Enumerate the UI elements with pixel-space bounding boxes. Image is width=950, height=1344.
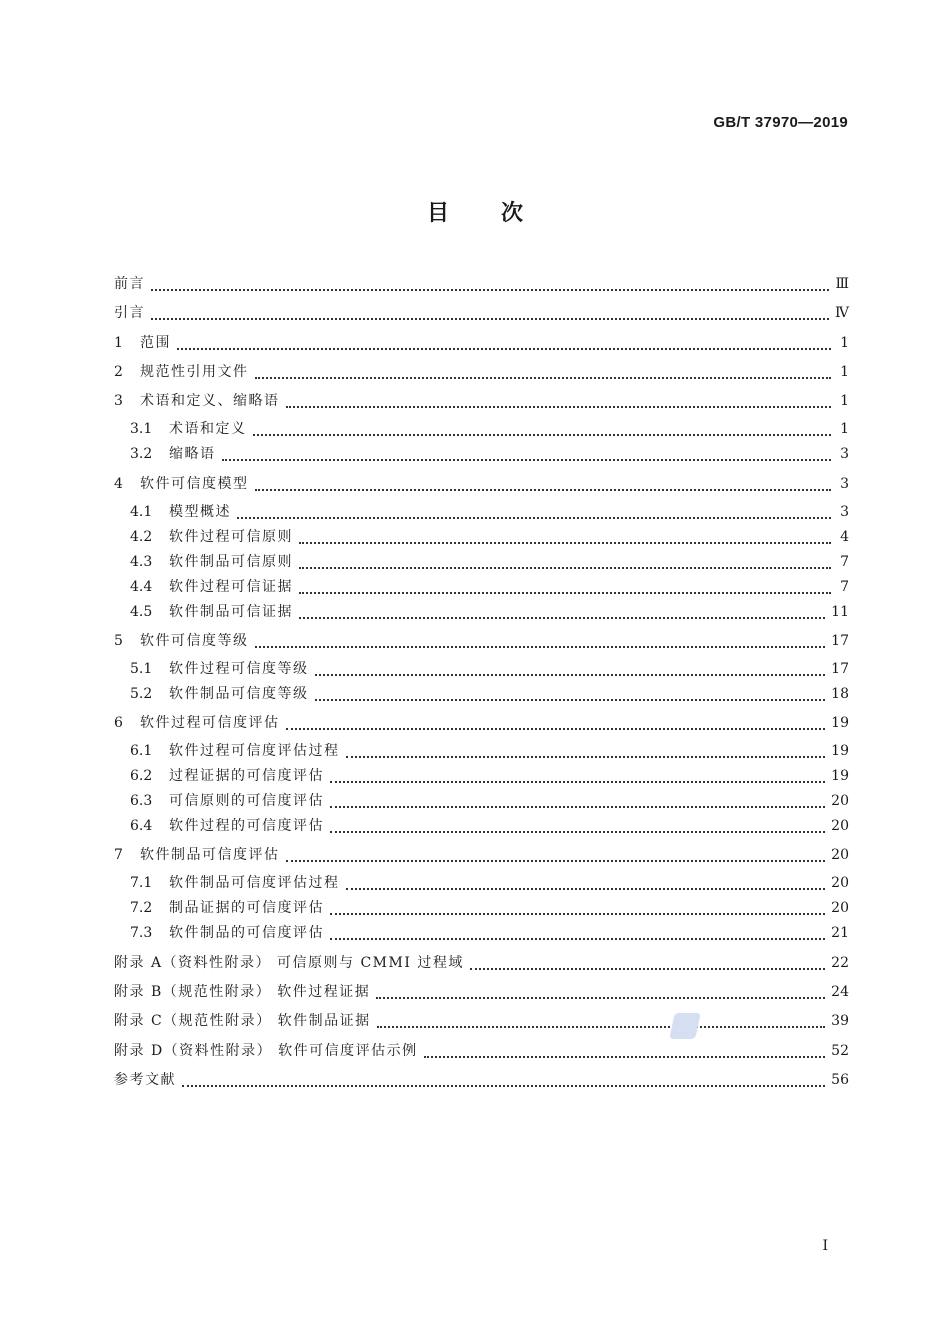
toc-entry-title: 前言 (114, 276, 145, 292)
toc-leader-dots (237, 516, 831, 519)
toc-entry-number: 4.2 (130, 529, 153, 545)
toc-entry-number: 4.1 (130, 504, 153, 520)
toc-entry-page: Ⅳ (835, 305, 849, 321)
toc-leader-dots (346, 755, 826, 758)
toc-entry[interactable] (130, 600, 849, 624)
toc-entry-number: 7.1 (130, 875, 153, 891)
toc-leader-dots (151, 317, 829, 320)
toc-entry[interactable] (130, 525, 849, 549)
toc-entry[interactable] (130, 417, 849, 441)
toc-entry-number: 3.1 (130, 421, 153, 437)
toc-entry[interactable] (114, 980, 849, 1004)
toc-entry-title: 软件制品的可信度评估 (169, 925, 324, 941)
toc-entry-title: 软件制品可信证据 (169, 604, 293, 620)
toc-entry[interactable] (130, 814, 849, 838)
toc-entry-number: 5.1 (130, 661, 153, 677)
toc-entry-page: 22 (831, 955, 849, 971)
toc-entry-page: 17 (831, 633, 849, 649)
toc-entry[interactable] (114, 1039, 849, 1063)
toc-entry-page: 21 (831, 925, 849, 941)
page-title (0, 196, 950, 227)
toc-entry-title: 软件制品可信度评估过程 (169, 875, 340, 891)
toc-entry[interactable] (130, 682, 849, 706)
toc-entry-page: 1 (840, 421, 849, 437)
toc-entry-title: 软件过程可信原则 (169, 529, 293, 545)
title-char-2: 次 (501, 201, 524, 226)
toc-leader-dots (151, 288, 829, 291)
toc-entry[interactable] (130, 896, 849, 920)
toc-entry-number: 6.4 (130, 818, 153, 834)
toc-entry-title: 附录 C（规范性附录） 软件制品证据 (114, 1013, 371, 1029)
toc-entry[interactable] (114, 711, 849, 735)
toc-leader-dots (315, 673, 826, 676)
toc-entry[interactable] (114, 360, 849, 384)
toc-entry-page: 20 (831, 793, 849, 809)
toc-entry-title: 术语和定义、缩略语 (140, 393, 280, 409)
toc-entry-page: 56 (831, 1072, 849, 1088)
toc-entry-title: 术语和定义 (169, 421, 247, 437)
toc-entry-title: 软件制品可信原则 (169, 554, 293, 570)
toc-entry-number: 4 (114, 476, 123, 492)
toc-entry-page: 3 (840, 504, 849, 520)
toc-leader-dots (330, 937, 825, 940)
toc-entry-title: 软件制品可信度等级 (169, 686, 309, 702)
toc-entry[interactable] (114, 331, 849, 355)
toc-entry-number: 5.2 (130, 686, 153, 702)
toc-entry-number: 7.2 (130, 900, 153, 916)
toc-entry[interactable] (130, 764, 849, 788)
toc-entry-number: 5 (114, 633, 123, 649)
toc-entry-page: 19 (831, 768, 849, 784)
toc-entry-title: 软件制品可信度评估 (140, 847, 280, 863)
toc-entry[interactable] (130, 575, 849, 599)
toc-entry-page: 20 (831, 818, 849, 834)
toc-leader-dots (424, 1055, 826, 1058)
toc-leader-dots (299, 566, 831, 569)
toc-entry-number: 4.3 (130, 554, 153, 570)
toc-entry-title: 参考文献 (114, 1072, 176, 1088)
toc-entry-page: 20 (831, 875, 849, 891)
toc-leader-dots (330, 912, 825, 915)
toc-leader-dots (255, 488, 832, 491)
toc-entry-page: 3 (840, 476, 849, 492)
toc-entry-title: 制品证据的可信度评估 (169, 900, 324, 916)
toc-entry[interactable] (130, 657, 849, 681)
toc-entry[interactable] (114, 301, 849, 325)
toc-entry-title: 软件过程可信度等级 (169, 661, 309, 677)
toc-entry[interactable] (114, 1068, 849, 1092)
toc-entry-title: 附录 B（规范性附录） 软件过程证据 (114, 984, 371, 1000)
toc-entry[interactable] (114, 629, 849, 653)
toc-entry-title: 附录 A（资料性附录） 可信原则与 CMMI 过程域 (114, 955, 464, 971)
toc-leader-dots (255, 645, 826, 648)
toc-entry-page: 20 (831, 900, 849, 916)
toc-entry-page: 3 (840, 446, 849, 462)
toc-leader-dots (470, 967, 825, 970)
toc-entry-title: 软件可信度等级 (140, 633, 249, 649)
toc-entry[interactable] (130, 921, 849, 945)
toc-entry[interactable] (114, 843, 849, 867)
toc-entry[interactable] (130, 739, 849, 763)
toc-entry-number: 4.5 (130, 604, 153, 620)
toc-entry-page: 11 (831, 604, 849, 620)
toc-entry-title: 软件过程的可信度评估 (169, 818, 324, 834)
toc-entry-number: 7.3 (130, 925, 153, 941)
toc-entry-title: 可信原则的可信度评估 (169, 793, 324, 809)
toc-entry-number: 6.1 (130, 743, 153, 759)
toc-entry-number: 6 (114, 715, 123, 731)
toc-entry-number: 6.2 (130, 768, 153, 784)
toc-entry-page: 24 (831, 984, 849, 1000)
toc-entry-title: 缩略语 (169, 446, 216, 462)
toc-entry-page: 19 (831, 743, 849, 759)
title-char-1: 目 (426, 201, 449, 226)
toc-entry-page: 1 (840, 335, 849, 351)
toc-leader-dots (330, 780, 825, 783)
toc-entry-title: 范围 (140, 335, 171, 351)
toc-leader-dots (177, 347, 831, 350)
watermark-logo-icon (669, 1013, 701, 1039)
toc-leader-dots (376, 996, 825, 999)
toc-entry-page: Ⅲ (835, 276, 849, 292)
toc-leader-dots (377, 1025, 826, 1028)
toc-entry[interactable] (114, 1009, 849, 1033)
toc-leader-dots (286, 727, 826, 730)
toc-entry-page: 1 (840, 393, 849, 409)
toc-entry[interactable] (114, 389, 849, 413)
toc-entry[interactable] (130, 789, 849, 813)
toc-entry-number: 2 (114, 364, 123, 380)
toc-entry-page: 20 (831, 847, 849, 863)
toc-leader-dots (286, 405, 832, 408)
page-number: I (822, 1238, 828, 1254)
toc-entry-page: 7 (840, 579, 849, 595)
toc-leader-dots (330, 830, 825, 833)
toc-leader-dots (315, 698, 826, 701)
toc-entry-page: 1 (840, 364, 849, 380)
toc-leader-dots (222, 458, 832, 461)
toc-entry-number: 4.4 (130, 579, 153, 595)
toc-leader-dots (286, 859, 826, 862)
toc-leader-dots (299, 616, 825, 619)
toc-leader-dots (253, 433, 832, 436)
toc-leader-dots (330, 805, 825, 808)
toc-entry-page: 39 (831, 1013, 849, 1029)
toc-entry-title: 过程证据的可信度评估 (169, 768, 324, 784)
toc-entry[interactable] (114, 951, 849, 975)
toc-leader-dots (182, 1084, 825, 1087)
toc-entry[interactable] (130, 550, 849, 574)
toc-entry-page: 17 (831, 661, 849, 677)
toc-leader-dots (346, 887, 826, 890)
toc-entry[interactable] (130, 442, 849, 466)
toc-entry-page: 52 (831, 1043, 849, 1059)
toc-entry-title: 附录 D（资料性附录） 软件可信度评估示例 (114, 1043, 418, 1059)
toc-entry-title: 引言 (114, 305, 145, 321)
toc-leader-dots (299, 591, 831, 594)
toc-entry-number: 1 (114, 335, 123, 351)
toc-entry[interactable] (114, 272, 849, 296)
toc-entry-page: 18 (831, 686, 849, 702)
toc-entry-page: 7 (840, 554, 849, 570)
toc-entry[interactable] (130, 500, 849, 524)
toc-entry-page: 19 (831, 715, 849, 731)
toc-leader-dots (299, 541, 831, 544)
toc-entry-number: 3.2 (130, 446, 153, 462)
toc-entry-title: 软件过程可信证据 (169, 579, 293, 595)
toc-entry-title: 规范性引用文件 (140, 364, 249, 380)
toc-entry[interactable] (130, 871, 849, 895)
toc-entry-title: 软件可信度模型 (140, 476, 249, 492)
toc-entry-number: 3 (114, 393, 123, 409)
toc-entry-page: 4 (840, 529, 849, 545)
toc-leader-dots (255, 376, 832, 379)
toc-entry-title: 模型概述 (169, 504, 231, 520)
toc-entry-number: 7 (114, 847, 123, 863)
toc-entry[interactable] (114, 472, 849, 496)
toc-entry-number: 6.3 (130, 793, 153, 809)
standard-code: GB/T 37970—2019 (713, 114, 848, 131)
toc-entry-title: 软件过程可信度评估过程 (169, 743, 340, 759)
toc-entry-title: 软件过程可信度评估 (140, 715, 280, 731)
